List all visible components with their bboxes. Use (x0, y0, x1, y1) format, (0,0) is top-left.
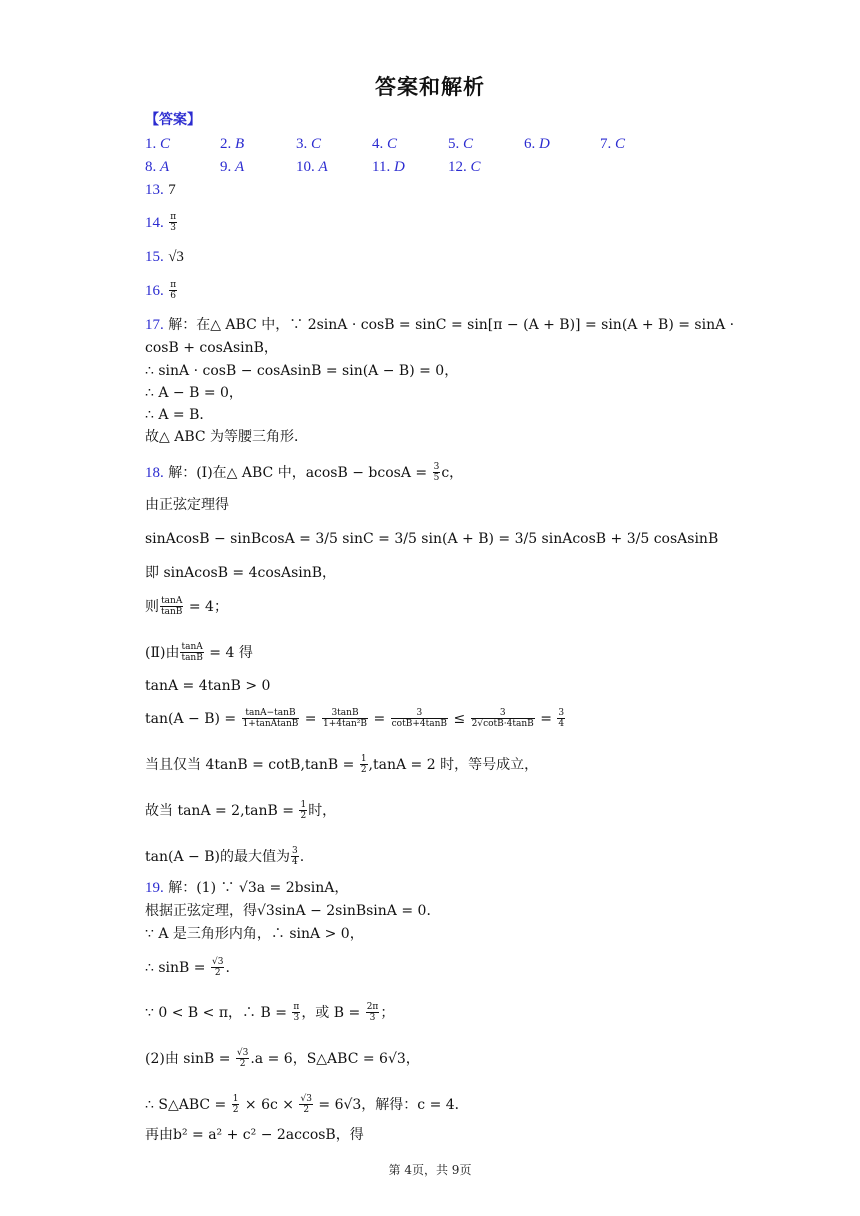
answers-heading: 【答案】 (145, 112, 201, 128)
answer-item-1: 1. C (145, 136, 171, 152)
q18-line-9: 当且仅当 4tanB = cotB,tanB = $\frac{1}{2}$ ,tanA = 2 时，等号成立， (145, 754, 539, 776)
q19-line-5: ∵ 0 < B < π，∴ B = $\frac{\pi}{3}$ ，或 B = $\frac{2\pi}{3}$ ； (145, 1002, 395, 1024)
q18-line-2: 由正弦定理得 (145, 497, 229, 513)
q19-line-2: 根据正弦定理，得√3sinA − 2sinBsinA = 0． (145, 903, 441, 919)
q18-line-8: tan(A − B) = $\frac{\tan A-\tan B}{\text{1+tanAtanB}}$ = $\frac{3\tan B}{\text{1+4tan²B}}$ = $\frac{3}{\cot B+4\tan B}$ ≤ $\frac{3}{2√\cot B\cdot 4\tan B}$ = $\frac{3}{4}$ (145, 708, 565, 730)
q19-line-8: 再由b² = a² + c² − 2accosB，得 (145, 1127, 364, 1143)
answer-item-4: 4. C (372, 136, 398, 152)
answer-item-15: 15. √3 (145, 249, 184, 265)
answer-item-6: 6. D (524, 136, 550, 152)
q19-line-3: ∵ A 是三角形内角，∴ sinA > 0， (145, 926, 364, 942)
answer-item-13: 13. 7 (145, 182, 176, 198)
answer-item-11: 11. D (372, 159, 405, 175)
answer-item-5: 5. C (448, 136, 474, 152)
answer-item-9: 9. A (220, 159, 245, 175)
q18-line-1: 18. 解：(Ⅰ)在△ ABC 中，acosB − bcosA = $\frac{3}{5}$ c， (145, 462, 464, 484)
answer-item-8: 8. A (145, 159, 170, 175)
q17-line-1: 17. 解：在△ ABC 中，∵ 2sinA · cosB = sinC = sin[π − (A + B)] = sin(A + B) = sinA · (145, 317, 735, 333)
answer-item-16: 16. $\frac{\pi}{6}$ (145, 280, 177, 302)
answer-item-12: 12. C (448, 159, 481, 175)
q17-line-2: cosB + cosAsinB， (145, 340, 278, 356)
answer-item-2: 2. B (220, 136, 245, 152)
q19-line-6: (2)由 sinB = $\frac{√3}{2}$ .a = 6，S△ABC = 6√3， (145, 1048, 420, 1070)
q17-line-4: ∴ A − B = 0， (145, 385, 243, 401)
q19-line-1: 19. 解：(1) ∵ √3a = 2bsinA， (145, 880, 349, 896)
q17-line-6: 故△ ABC 为等腰三角形． (145, 429, 309, 445)
q19-line-4: ∴ sinB = $\frac{√3}{2}$ . (145, 957, 230, 979)
page-footer: 第 4页，共 9页 (388, 1163, 472, 1177)
answer-item-3: 3. C (296, 136, 322, 152)
q18-line-11: tan(A − B)的最大值为 $\frac{3}{4}$ . (145, 846, 305, 868)
answer-item-7: 7. C (600, 136, 626, 152)
q18-line-7: tanA = 4tanB > 0 (145, 678, 271, 694)
q18-line-10: 故当 tanA = 2,tanB = $\frac{1}{2}$ 时， (145, 800, 337, 822)
q17-line-3: ∴ sinA · cosB − cosAsinB = sin(A − B) = 0， (145, 363, 459, 379)
q18-line-6: (Ⅱ)由 $\frac{\tan A}{\tan B}$ = 4 得 (145, 642, 253, 664)
page-title: 答案和解析 (375, 74, 485, 99)
q18-line-4: 即 sinAcosB = 4cosAsinB， (145, 565, 337, 581)
answer-item-10: 10. A (296, 159, 328, 175)
q17-line-5: ∴ A = B． (145, 407, 214, 423)
answer-item-14: 14. $\frac{\pi}{3}$ (145, 212, 177, 234)
q18-line-5: 则 $\frac{\tan A}{\tan B}$ = 4； (145, 596, 228, 618)
q18-line-3: sinAcosB − sinBcosA = 3/5 sinC = 3/5 sin(A + B) = 3/5 sinAcosB + 3/5 cosAsinB (145, 531, 719, 547)
q19-line-7: ∴ S△ABC = $\frac{1}{2}$ × 6c × $\frac{√3}{2}$ = 6√3，解得：c = 4． (145, 1094, 469, 1116)
